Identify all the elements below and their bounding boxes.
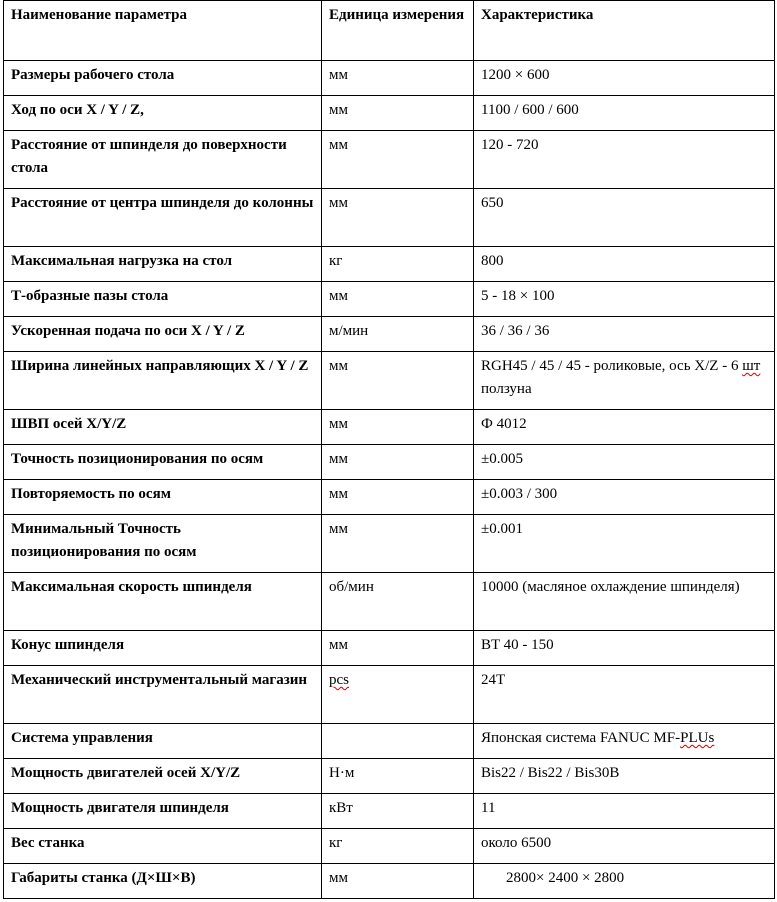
- unit-cell: мм: [322, 864, 474, 899]
- unit-cell: кВт: [322, 794, 474, 829]
- param-cell: Механический инструментальный магазин: [4, 666, 322, 724]
- unit-cell: мм: [322, 189, 474, 247]
- param-cell: Ширина линейных направляющих X / Y / Z: [4, 352, 322, 410]
- header-value: Характеристика: [474, 1, 775, 61]
- param-cell: Т-образные пазы стола: [4, 282, 322, 317]
- value-cell: 1100 / 600 / 600: [474, 96, 775, 131]
- value-cell: Bis22 / Bis22 / Bis30B: [474, 759, 775, 794]
- value-text: ползуна: [481, 381, 532, 397]
- unit-cell: кг: [322, 247, 474, 282]
- unit-cell: [322, 666, 474, 724]
- param-cell: Максимальная скорость шпинделя: [4, 573, 322, 631]
- unit-cell: мм: [322, 631, 474, 666]
- unit-cell: Н·м: [322, 759, 474, 794]
- param-cell: Ускоренная подача по оси X / Y / Z: [4, 317, 322, 352]
- param-cell: Размеры рабочего стола: [4, 61, 322, 96]
- value-cell: 11: [474, 794, 775, 829]
- table-row: [4, 189, 775, 247]
- param-cell: Конус шпинделя: [4, 631, 322, 666]
- spec-table: [3, 0, 775, 899]
- header-unit: Единица измерения: [322, 1, 474, 61]
- value-cell: 10000 (масляное охлаждение шпинделя): [474, 573, 775, 631]
- param-cell: Ход по оси X / Y / Z,: [4, 96, 322, 131]
- unit-cell: мм: [322, 282, 474, 317]
- value-cell: [474, 724, 775, 759]
- param-cell: Вес станка: [4, 829, 322, 864]
- header-param: Наименование параметра: [4, 1, 322, 61]
- param-cell: Расстояние от центра шпинделя до колонны: [4, 189, 322, 247]
- table-row: [4, 410, 775, 445]
- value-cell: 24T: [474, 666, 775, 724]
- value-cell: ±0.005: [474, 445, 775, 480]
- unit-cell: мм: [322, 131, 474, 189]
- header-row: [4, 1, 775, 61]
- table-row: [4, 631, 775, 666]
- unit-cell: мм: [322, 61, 474, 96]
- value-cell: 120 - 720: [474, 131, 775, 189]
- table-row: [4, 724, 775, 759]
- param-cell: Точность позиционирования по осям: [4, 445, 322, 480]
- table-row: [4, 131, 775, 189]
- table-row: [4, 317, 775, 352]
- param-cell: Система управления: [4, 724, 322, 759]
- table-row: [4, 515, 775, 573]
- param-cell: Мощность двигателей осей X/Y/Z: [4, 759, 322, 794]
- unit-cell: мм: [322, 515, 474, 573]
- param-cell: Расстояние от шпинделя до поверхности стола: [4, 131, 322, 189]
- value-cell: 1200 × 600: [474, 61, 775, 96]
- unit-cell: кг: [322, 829, 474, 864]
- table-row: [4, 759, 775, 794]
- table-row: [4, 666, 775, 724]
- param-cell: Минимальный Точность позиционирования по осям: [4, 515, 322, 573]
- table-row: [4, 864, 775, 899]
- table-row: [4, 573, 775, 631]
- param-cell: Повторяемость по осям: [4, 480, 322, 515]
- spellcheck-mark: шт: [742, 358, 761, 374]
- unit-cell: м/мин: [322, 317, 474, 352]
- value-cell: BT 40 - 150: [474, 631, 775, 666]
- value-cell: 2800× 2400 × 2800: [474, 864, 775, 899]
- spellcheck-mark: PLUs: [680, 730, 715, 746]
- table-row: [4, 96, 775, 131]
- param-cell: Мощность двигателя шпинделя: [4, 794, 322, 829]
- value-cell: [474, 352, 775, 410]
- table-row: [4, 445, 775, 480]
- table-row: [4, 61, 775, 96]
- value-cell: Ф 4012: [474, 410, 775, 445]
- value-text: RGH45 / 45 / 45 - роликовые, ось X/Z - 6: [481, 358, 743, 374]
- unit-cell: об/мин: [322, 573, 474, 631]
- value-text: Японская система FANUC MF-: [481, 730, 681, 746]
- unit-cell: мм: [322, 445, 474, 480]
- value-cell: 5 - 18 × 100: [474, 282, 775, 317]
- unit-cell: мм: [322, 96, 474, 131]
- table-row: [4, 829, 775, 864]
- table-row: [4, 282, 775, 317]
- unit-cell: [322, 724, 474, 759]
- unit-cell: мм: [322, 352, 474, 410]
- param-cell: ШВП осей X/Y/Z: [4, 410, 322, 445]
- value-cell: 36 / 36 / 36: [474, 317, 775, 352]
- table-row: [4, 352, 775, 410]
- unit-cell: мм: [322, 410, 474, 445]
- param-cell: Габариты станка (Д×Ш×В): [4, 864, 322, 899]
- value-cell: ±0.003 / 300: [474, 480, 775, 515]
- table-row: [4, 794, 775, 829]
- unit-cell: мм: [322, 480, 474, 515]
- value-cell: около 6500: [474, 829, 775, 864]
- table-row: [4, 480, 775, 515]
- value-cell: 650: [474, 189, 775, 247]
- table-row: [4, 247, 775, 282]
- param-cell: Максимальная нагрузка на стол: [4, 247, 322, 282]
- value-cell: ±0.001: [474, 515, 775, 573]
- value-cell: 800: [474, 247, 775, 282]
- spellcheck-mark: pcs: [329, 672, 349, 688]
